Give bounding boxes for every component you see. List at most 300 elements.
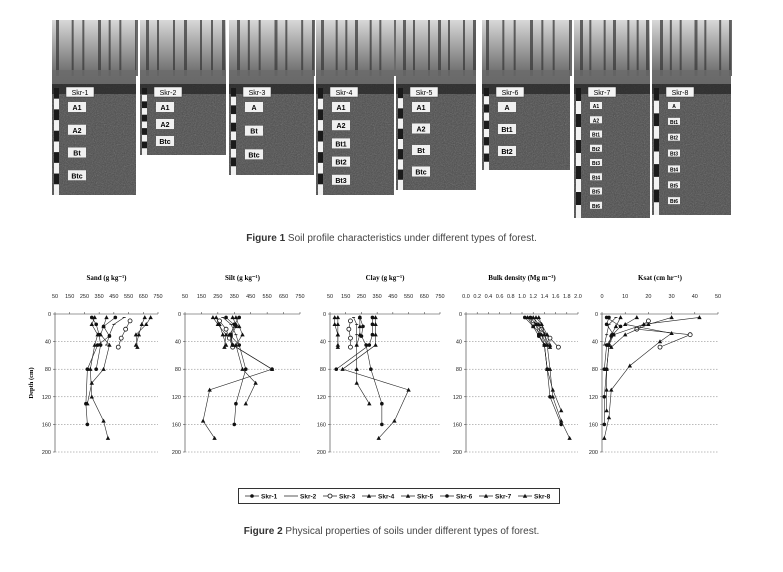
svg-text:A2: A2 [416, 126, 426, 134]
svg-text:Skr-8: Skr-8 [671, 90, 689, 97]
y-tick-label: 160 [171, 422, 181, 429]
data-point [348, 345, 352, 349]
profile-id-label [330, 87, 358, 97]
y-tick-label: 80 [591, 367, 598, 374]
y-tick-label: 200 [316, 450, 326, 456]
chart-title: Silt (g kg⁻¹) [225, 274, 260, 282]
svg-text:Bt: Bt [73, 150, 81, 158]
data-point [380, 402, 384, 406]
legend-entry-skr-6 [440, 494, 473, 501]
svg-text:Bt6: Bt6 [591, 203, 601, 210]
data-point [603, 395, 607, 399]
y-tick-label: 80 [44, 367, 51, 374]
svg-text:Bt1: Bt1 [591, 132, 601, 139]
series-skr-4 [134, 315, 147, 347]
horizon-label [245, 149, 263, 159]
legend-label: Skr-1 [261, 493, 278, 501]
x-tick-label: 750 [153, 294, 163, 300]
x-tick-label: 450 [109, 294, 119, 300]
x-tick-label: 1.8 [562, 294, 571, 300]
x-tick-label: 0.2 [473, 294, 482, 300]
series-skr-1 [84, 316, 117, 427]
svg-text:Skr-1: Skr-1 [71, 90, 89, 97]
svg-text:Skr-7: Skr-7 [593, 90, 611, 97]
data-point [348, 336, 352, 340]
soil-profile-photos [0, 0, 783, 230]
data-point [116, 345, 120, 349]
horizon-label [668, 102, 680, 110]
svg-text:Btc: Btc [159, 139, 171, 146]
x-tick-label: 650 [278, 294, 289, 300]
svg-text:A1: A1 [592, 104, 600, 110]
y-tick-label: 80 [455, 367, 462, 374]
x-tick-label: 750 [435, 294, 445, 300]
svg-text:A: A [251, 105, 257, 112]
legend-entry-skr-3 [323, 494, 356, 501]
chart-title: Bulk density (Mg m⁻³) [488, 274, 556, 282]
legend-entry-skr-7 [479, 494, 512, 501]
data-point [90, 395, 94, 399]
x-tick-label: 0.8 [506, 294, 515, 300]
profile-id-label [588, 87, 616, 97]
legend-label: Skr-3 [339, 493, 356, 501]
data-point [658, 345, 662, 349]
horizon-label [498, 146, 516, 156]
y-tick-label: 40 [319, 339, 326, 346]
horizon-label [668, 197, 680, 205]
svg-text:A2: A2 [592, 118, 600, 125]
svg-text:Skr-2: Skr-2 [159, 90, 177, 97]
series-skr-4 [537, 315, 553, 347]
y-tick-label: 40 [591, 339, 598, 346]
horizon-label [332, 175, 350, 185]
data-point [124, 327, 128, 331]
x-tick-label: 650 [419, 294, 429, 300]
data-point [105, 345, 108, 346]
data-point [688, 333, 692, 337]
data-point [355, 334, 358, 335]
y-tick-label: 120 [171, 394, 181, 401]
horizon-label [590, 173, 602, 181]
data-point [619, 325, 623, 329]
svg-text:A2: A2 [72, 127, 82, 135]
svg-text:A1: A1 [160, 105, 170, 112]
profile-photo-skr-5 [396, 20, 476, 190]
data-point [224, 316, 228, 320]
data-point [143, 315, 147, 319]
horizon-label [668, 165, 680, 173]
data-point [355, 381, 359, 385]
x-tick-label: 50 [181, 294, 189, 300]
legend-label: Skr-7 [495, 493, 512, 501]
svg-text:Bt2: Bt2 [501, 149, 513, 156]
svg-text:Bt2: Bt2 [335, 159, 347, 167]
data-point [333, 322, 337, 326]
series-skr-8 [85, 315, 111, 405]
series-skr-2 [221, 317, 240, 345]
svg-text:A1: A1 [336, 105, 346, 112]
x-tick-label: 0.4 [484, 294, 493, 300]
data-point [99, 343, 103, 347]
horizon-label [245, 102, 263, 112]
y-tick-label: 0 [594, 312, 598, 318]
data-point [334, 367, 338, 371]
x-tick-label: 150 [65, 294, 75, 300]
data-point [86, 423, 90, 427]
data-point [336, 332, 340, 336]
svg-text:Bt3: Bt3 [591, 161, 601, 167]
svg-text:Skr-3: Skr-3 [248, 90, 266, 97]
legend-label: Skr-6 [456, 493, 473, 501]
horizon-label [156, 119, 174, 129]
data-point [603, 423, 607, 427]
data-point [355, 343, 359, 347]
x-tick-label: 10 [622, 294, 629, 300]
horizon-label [332, 102, 350, 112]
series-skr-8 [234, 315, 258, 405]
figure1-text: Soil profile characteristics under different types of forest. [287, 233, 537, 244]
data-point [232, 423, 236, 427]
data-point [104, 315, 108, 319]
data-point [106, 436, 110, 440]
series-skr-3 [347, 319, 353, 349]
horizon-label [498, 124, 516, 134]
svg-text:Bt1: Bt1 [669, 119, 679, 126]
y-tick-label: 40 [174, 339, 181, 346]
legend-entry-skr-5 [401, 494, 434, 501]
data-point [380, 423, 384, 427]
horizon-label [590, 159, 602, 167]
y-tick-label: 160 [452, 422, 462, 429]
legend-label: Skr-8 [534, 493, 551, 501]
figure2-label: Figure 2 [243, 526, 283, 537]
data-point [234, 334, 237, 335]
figure2-caption [0, 526, 783, 537]
data-point [618, 315, 622, 319]
y-tick-label: 120 [41, 394, 51, 401]
horizon-label [590, 116, 602, 124]
data-point [94, 367, 98, 371]
x-tick-label: 1.6 [551, 294, 560, 300]
y-tick-label: 0 [322, 312, 326, 318]
y-tick-label: 160 [588, 422, 598, 429]
svg-text:Bt2: Bt2 [669, 135, 679, 142]
data-point [605, 323, 609, 327]
profile-id-label [410, 87, 438, 97]
series-skr-5 [333, 315, 341, 349]
data-point [238, 345, 241, 346]
series-skr-7 [201, 315, 274, 440]
svg-text:Bt5: Bt5 [591, 189, 601, 196]
data-point [148, 315, 152, 319]
x-tick-label: 2.0 [574, 294, 582, 300]
svg-text:Bt1: Bt1 [501, 127, 513, 134]
x-tick-label: 0 [600, 294, 604, 300]
data-point [114, 316, 118, 320]
data-point [607, 415, 611, 419]
figure1-label: Figure 1 [246, 233, 286, 244]
series-skr-2 [352, 317, 358, 345]
data-point [628, 363, 632, 367]
legend-label: Skr-5 [417, 493, 434, 501]
x-tick-label: 250 [213, 294, 223, 300]
svg-text:A2: A2 [336, 123, 346, 131]
x-tick-label: 150 [196, 294, 207, 300]
data-point [697, 315, 701, 319]
horizon-label [412, 124, 430, 134]
y-tick-label: 80 [319, 367, 326, 374]
x-tick-label: 50 [714, 294, 722, 300]
data-point [352, 317, 355, 318]
chart-panel-3 [317, 274, 445, 456]
profile-id-label [154, 87, 182, 97]
horizon-label [245, 126, 263, 136]
x-tick-label: 550 [262, 294, 272, 300]
chart-panel-2 [172, 274, 305, 456]
horizon-label [590, 202, 602, 210]
data-point [367, 343, 371, 347]
data-point [669, 315, 673, 319]
horizon-label [668, 118, 680, 126]
data-point [140, 322, 144, 326]
data-point [144, 322, 148, 326]
data-point [355, 367, 359, 371]
horizon-label [332, 138, 350, 148]
svg-text:Bt3: Bt3 [335, 177, 347, 185]
horizon-label [156, 102, 174, 112]
data-point [240, 332, 244, 336]
series-skr-7 [531, 315, 572, 440]
horizon-label [668, 134, 680, 142]
data-point [123, 317, 126, 318]
profile-id-label [666, 87, 694, 97]
figure2-text: Physical properties of soils under different types of forest. [285, 526, 540, 537]
horizon-label [68, 170, 86, 180]
chart-panel-1 [28, 274, 163, 456]
data-point [234, 402, 238, 406]
data-point [623, 322, 627, 326]
x-tick-label: 20 [645, 294, 652, 300]
y-tick-label: 160 [41, 422, 51, 429]
x-tick-label: 450 [246, 294, 256, 300]
data-point [201, 419, 205, 423]
figure1-caption [0, 233, 783, 244]
svg-text:Bt: Bt [250, 128, 258, 136]
data-point [333, 315, 337, 319]
y-tick-label: 120 [316, 394, 326, 401]
chart-title: Ksat (cm hr⁻¹) [638, 274, 682, 282]
x-tick-label: 1.4 [540, 294, 549, 300]
profile-photo-skr-1 [52, 20, 138, 195]
data-point [128, 319, 132, 323]
y-tick-label: 0 [47, 312, 51, 318]
y-tick-label: 200 [171, 450, 181, 456]
x-tick-label: 1.2 [529, 294, 538, 300]
horizon-label [156, 136, 174, 146]
svg-text:A: A [672, 104, 676, 110]
horizon-label [668, 150, 680, 158]
horizon-label [412, 167, 430, 177]
horizon-label [590, 188, 602, 196]
svg-text:Bt4: Bt4 [669, 167, 679, 174]
data-point [623, 332, 627, 336]
svg-text:Btc: Btc [248, 152, 260, 160]
profile-photo-skr-6 [482, 20, 572, 170]
svg-text:Bt2: Bt2 [591, 146, 601, 153]
series-skr-6 [334, 316, 374, 371]
data-point [602, 436, 606, 440]
svg-text:A1: A1 [416, 105, 426, 112]
svg-text:Bt3: Bt3 [669, 151, 679, 158]
profile-photo-skr-3 [229, 20, 315, 175]
data-point [211, 315, 215, 319]
svg-text:A2: A2 [160, 122, 170, 129]
x-tick-label: 350 [94, 294, 104, 300]
data-point [244, 367, 248, 371]
series-skr-2 [105, 317, 126, 345]
chart-panel-5 [589, 274, 721, 456]
data-point [347, 327, 351, 331]
y-tick-label: 0 [177, 312, 181, 318]
y-tick-label: 80 [174, 367, 181, 374]
horizon-label [498, 102, 516, 112]
horizon-label [68, 102, 86, 112]
data-point [101, 367, 105, 371]
data-point [348, 319, 352, 323]
horizon-label [68, 148, 86, 158]
profile-photo-skr-2 [140, 20, 226, 155]
x-tick-label: 50 [51, 294, 59, 300]
svg-text:Skr-4: Skr-4 [335, 90, 353, 97]
x-tick-label: 40 [691, 294, 698, 300]
data-point [614, 317, 617, 318]
x-tick-label: 0.0 [462, 294, 470, 300]
data-point [559, 408, 563, 412]
data-point [355, 324, 358, 325]
y-tick-label: 200 [452, 450, 462, 456]
data-point [94, 323, 98, 327]
data-point [658, 339, 662, 343]
data-point [340, 367, 344, 371]
svg-text:A1: A1 [72, 105, 82, 112]
x-tick-label: 350 [372, 294, 382, 300]
svg-text:Btc: Btc [415, 169, 427, 177]
data-point [369, 367, 373, 371]
legend-entry-skr-4 [362, 494, 395, 501]
svg-text:Btc: Btc [71, 173, 83, 181]
data-point [604, 408, 608, 412]
data-point [224, 327, 228, 331]
x-tick-label: 50 [326, 294, 334, 300]
y-tick-label: 40 [44, 339, 51, 346]
y-tick-label: 120 [588, 394, 598, 401]
data-point [392, 419, 396, 423]
physical-properties-charts [0, 270, 783, 480]
series-skr-1 [358, 316, 384, 427]
chart-panel-4 [453, 274, 582, 456]
x-tick-label: 650 [138, 294, 148, 300]
data-point [119, 336, 123, 340]
y-tick-label: 40 [455, 339, 462, 346]
y-tick-label: 120 [452, 394, 462, 401]
data-point [112, 324, 115, 325]
horizon-label [68, 125, 86, 135]
data-point [244, 401, 248, 405]
y-tick-label: 160 [316, 422, 326, 429]
legend-entry-skr-2 [284, 494, 317, 501]
x-tick-label: 750 [295, 294, 305, 300]
svg-text:Bt1: Bt1 [335, 141, 347, 149]
horizon-label [668, 181, 680, 189]
x-tick-label: 450 [388, 294, 398, 300]
data-point [635, 315, 639, 319]
legend-label: Skr-2 [300, 493, 317, 501]
y-axis-label: Depth (cm) [28, 367, 35, 399]
y-tick-label: 0 [458, 312, 462, 318]
svg-text:Bt: Bt [417, 148, 425, 155]
data-point [367, 401, 371, 405]
series-skr-7 [340, 315, 410, 440]
x-tick-label: 150 [341, 294, 351, 300]
data-point [212, 436, 216, 440]
profile-photo-skr-8 [652, 20, 732, 215]
x-tick-label: 250 [79, 294, 90, 300]
profile-photo-skr-7 [574, 20, 650, 218]
x-tick-label: 550 [403, 294, 414, 300]
data-point [373, 343, 377, 347]
data-point [556, 345, 560, 349]
legend-entry-skr-8 [518, 494, 551, 501]
svg-text:Bt6: Bt6 [669, 199, 679, 206]
x-tick-label: 1.0 [518, 294, 526, 300]
data-point [101, 419, 105, 423]
y-tick-label: 200 [41, 450, 51, 456]
horizon-label [412, 102, 430, 112]
svg-text:Bt4: Bt4 [591, 175, 601, 182]
series-skr-8 [604, 315, 622, 412]
legend-label: Skr-4 [378, 493, 395, 501]
horizon-label [590, 102, 602, 110]
x-tick-label: 0.6 [495, 294, 504, 300]
x-tick-label: 30 [668, 294, 675, 300]
series-skr-3 [116, 319, 132, 349]
data-point [567, 436, 571, 440]
chart-title: Sand (g kg⁻¹) [86, 274, 127, 282]
horizon-label [590, 131, 602, 139]
profile-photo-skr-4 [316, 20, 397, 195]
x-tick-label: 350 [229, 294, 239, 300]
data-point [108, 334, 111, 335]
data-point [607, 316, 611, 320]
svg-text:Skr-6: Skr-6 [501, 90, 519, 97]
data-point [336, 345, 340, 349]
x-tick-label: 550 [123, 294, 134, 300]
profile-id-label [496, 87, 524, 97]
legend-entry-skr-1 [245, 494, 278, 501]
horizon-label [332, 120, 350, 130]
data-point [221, 317, 224, 318]
profile-id-label [243, 87, 271, 97]
data-point [90, 322, 94, 326]
chart-title: Clay (g kg⁻¹) [365, 274, 405, 282]
data-point [551, 388, 555, 392]
y-tick-label: 200 [588, 450, 598, 456]
horizon-label [412, 145, 430, 155]
chart-legend [238, 488, 560, 504]
data-point [605, 334, 608, 335]
data-point [237, 316, 241, 320]
svg-text:Skr-5: Skr-5 [415, 90, 433, 97]
